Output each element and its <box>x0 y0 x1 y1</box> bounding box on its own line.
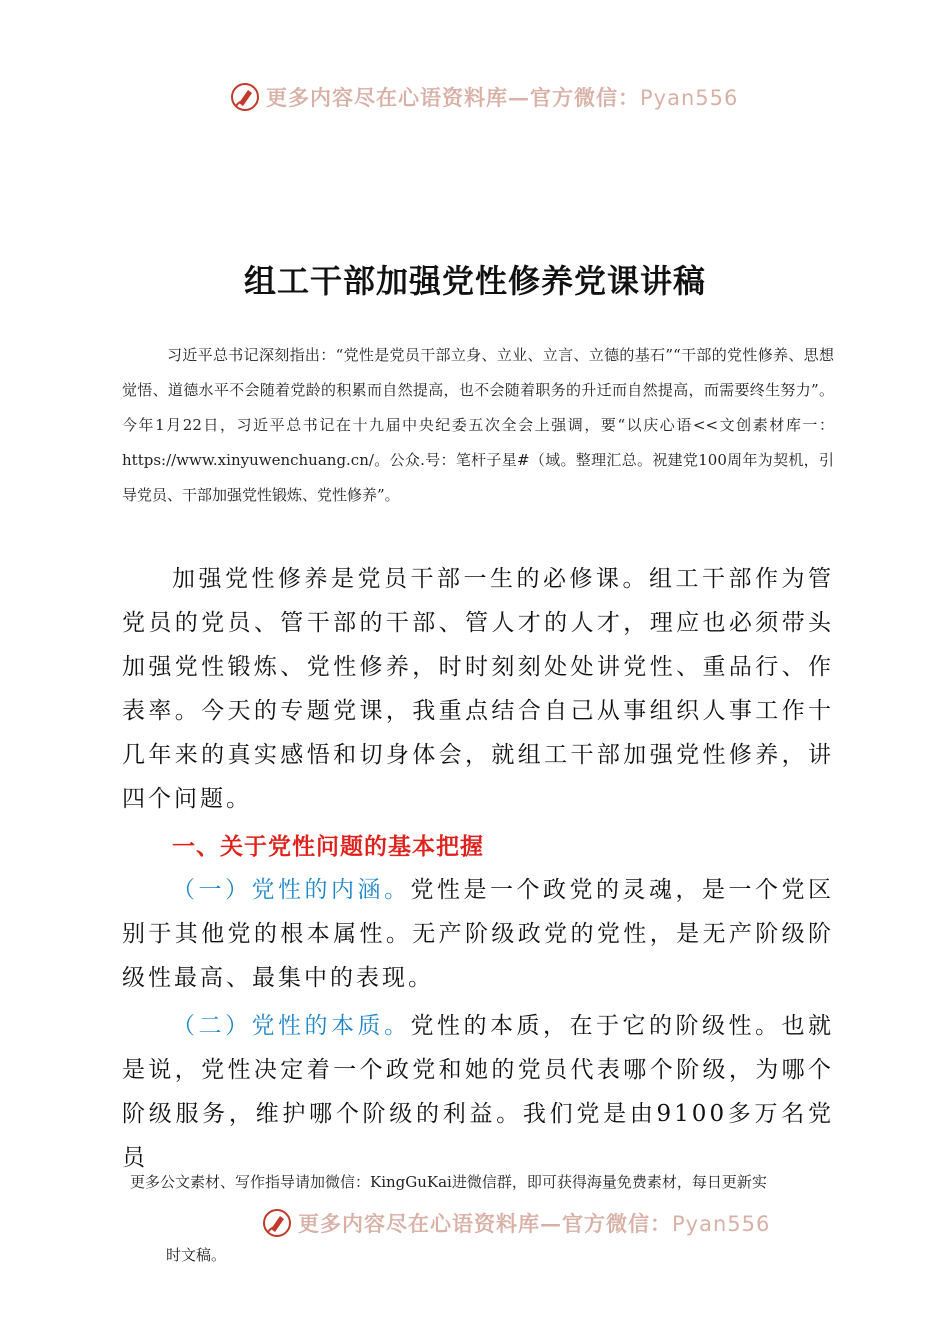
body-paragraph-1: 加强党性修养是党员干部一生的必修课。组工干部作为管党员的党员、管干部的干部、管人才的人才，理应也必须带头加强党性锻炼、党性修养，时时刻刻处处讲党性、重品行、作表率。今天的专题党课，我重点结合自己从事组织人事工作十几年来的真实感悟和切身体会，就组工干部加强党性修养，讲四个问题。 <box>122 566 834 812</box>
document-title: 组工干部加强党性修养党课讲稿 <box>243 262 706 300</box>
section-heading-1: 一、关于党性问题的基本把握 <box>172 834 484 860</box>
subsection-2-text: 党性的本质，在于它的阶级性。也就是说，党性决定着一个政党和她的党员代表哪个阶级，为哪个阶级服务，维护哪个阶级的利益。我们党是由9100多万名党员 <box>122 1013 834 1171</box>
intro-paragraph: 习近平总书记深刻指出：“党性是党员干部立身、立业、立言、立德的基石”“干部的党性修养、思想觉悟、道德水平不会随着党龄的积累而自然提高，也不会随着职务的升迁而自然提高，而需要终生努力”。今年1月22日，习近平总书记在十九届中央纪委五次全会上强调，要“以庆心语<<文创素材库一：https://www.xinyuwenchuang.cn/。公众.号：笔杆子星#（域。整理汇总。祝建党100周年为契机，引导党员、干部加强党性锻炼、党性修养”。 <box>122 346 834 504</box>
pen-nib-logo-icon <box>230 82 260 112</box>
header-watermark-banner <box>230 82 738 112</box>
subsection-2 <box>122 1004 834 1180</box>
footer-note-tail: 时文稿。 <box>166 1246 227 1264</box>
subsection-1-label: （一）党性的内涵。 <box>172 877 411 903</box>
footer-note: 更多公文素材、写作指导请加微信：KingGuKai进微信群，即可获得海量免费素材，每日更新实 <box>130 1173 767 1191</box>
subsection-2-label: （二）党性的本质。 <box>172 1013 411 1039</box>
header-banner-text: 更多内容尽在心语资料库—官方微信：Pyan556 <box>266 85 739 110</box>
pen-nib-logo-icon <box>262 1208 292 1238</box>
subsection-1 <box>122 868 834 1000</box>
footer-banner-text: 更多内容尽在心语资料库—官方微信：Pyan556 <box>298 1211 771 1236</box>
subsection-1-text: 党性是一个政党的灵魂，是一个党区别于其他党的根本属性。无产阶级政党的党性，是无产阶级阶级性最高、最集中的表现。 <box>122 877 834 991</box>
footer-watermark-banner <box>262 1208 770 1238</box>
